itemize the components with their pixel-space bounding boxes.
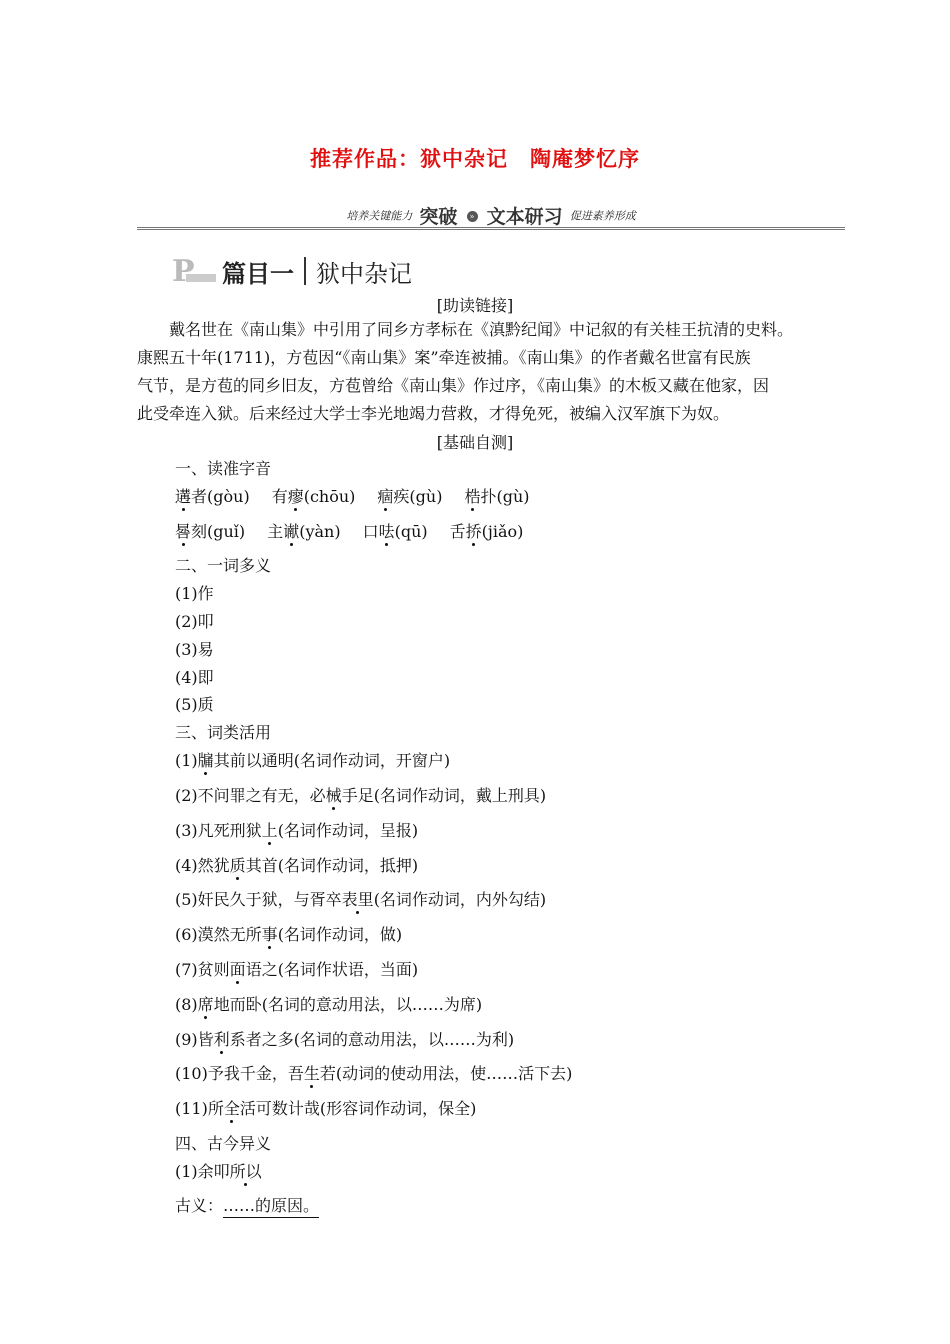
usage-item: (4)然犹质其首(名词作动词，抵押)	[175, 856, 419, 875]
heading-ancient-modern: 四、古今异义	[175, 1134, 272, 1153]
pronunciation-row-2	[175, 519, 545, 542]
guide-paragraph	[137, 316, 837, 428]
section-banner	[137, 203, 845, 235]
usage-item: (7)贫则面语之(名词作状语，当面)	[175, 960, 419, 979]
usage-item: (2)不问罪之有无，必械手足(名词作动词，戴上刑具)	[175, 786, 547, 805]
pronunciation-item: 痼疾(gù)	[377, 487, 443, 506]
page-title: 推荐作品：狱中杂记 陶庵梦忆序	[310, 147, 640, 171]
guide-line: 此受牵连入狱。后来经过大学士李光地竭力营救，才得免死，被编入汉军旗下为奴。	[137, 404, 730, 423]
polysemy-item: (2)叩	[175, 612, 214, 631]
polysemy-item: (5)质	[175, 695, 214, 714]
selftest-label: [基础自测]	[436, 433, 514, 452]
arrow-icon: »	[467, 211, 478, 222]
guide-line: 气节，是方苞的同乡旧友，方苞曾给《南山集》作过序，《南山集》的木板又藏在他家，因	[137, 376, 770, 395]
guide-line: 戴名世在《南山集》中引用了同乡方孝标在《滇黔纪闻》中记叙的有关桂王抗清的史料。	[169, 320, 794, 339]
usage-item: (5)奸民久于狱，与胥卒表里(名词作动词，内外勾结)	[175, 890, 547, 909]
divider	[304, 257, 306, 285]
heading-pronunciation: 一、读准字音	[175, 459, 272, 478]
p-logo-icon: P	[172, 256, 216, 286]
section-title: 狱中杂记	[316, 259, 412, 288]
ancient-meaning: 古义：……的原因。	[175, 1193, 319, 1216]
section-number: 篇目一	[222, 259, 294, 288]
banner-big-text-1: 突破	[419, 205, 458, 228]
usage-item: (6)漠然无所事(名词作动词，做)	[175, 925, 403, 944]
polysemy-item: (1)作	[175, 584, 214, 603]
pronunciation-item: 舌挢(jiǎo)	[449, 522, 524, 541]
usage-item: (3)凡死刑狱上(名词作动词，呈报)	[175, 821, 419, 840]
guide-label: [助读链接]	[436, 296, 514, 315]
usage-item: (1)牖其前以通明(名词作动词，开窗户)	[175, 751, 451, 770]
banner-right-text: 促进素养形成	[569, 209, 636, 223]
pronunciation-item: 晷刻(guǐ)	[175, 522, 246, 541]
usage-item: (9)皆利系者之多(名词的意动用法，以……为利)	[175, 1030, 515, 1049]
guide-line: 康熙五十年(1711)，方苞因“《南山集》案”牵连被捕。《南山集》的作者戴名世富有民族	[137, 348, 751, 367]
usage-item: (8)席地而卧(名词的意动用法，以……为席)	[175, 995, 483, 1014]
pronunciation-item: 遘者(gòu)	[175, 487, 250, 506]
polysemy-item: (4)即	[175, 668, 214, 687]
ancient-meaning-answer: ……的原因。	[223, 1196, 319, 1218]
heading-word-usage: 三、词类活用	[175, 723, 272, 742]
pronunciation-item: 口呿(qū)	[362, 522, 428, 541]
pronunciation-item: 主谳(yàn)	[267, 522, 341, 541]
heading-polysemy: 二、一词多义	[175, 556, 272, 575]
banner-big-text-2: 文本研习	[486, 205, 563, 228]
usage-item: (11)所全活可数计哉(形容词作动词，保全)	[175, 1099, 477, 1118]
section-heading	[172, 253, 412, 289]
pronunciation-item: 有瘳(chōu)	[271, 487, 356, 506]
banner-left-text: 培养关键能力	[346, 209, 413, 223]
polysemy-item: (3)易	[175, 640, 214, 659]
ancient-modern-item: (1)余叩所以	[175, 1162, 262, 1181]
usage-item: (10)予我千金，吾生若(动词的使动用法，使……活下去)	[175, 1064, 573, 1083]
pronunciation-item: 梏扑(gù)	[464, 487, 530, 506]
pronunciation-row-1	[175, 484, 552, 507]
